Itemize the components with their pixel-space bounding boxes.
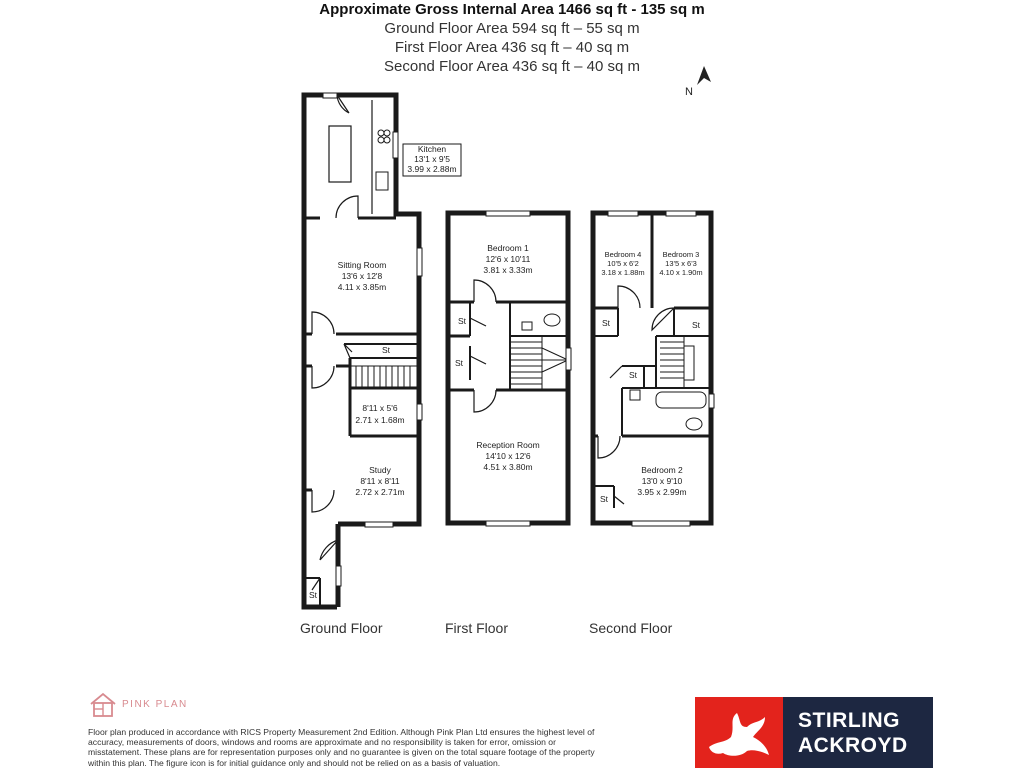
reception-room-name: Reception Room	[476, 440, 540, 450]
study-name: Study	[369, 465, 391, 475]
utility-metric: 2.71 x 1.68m	[355, 415, 405, 425]
bedroom4-metric: 3.18 x 1.88m	[601, 268, 645, 277]
bedroom1-name: Bedroom 1	[487, 243, 529, 253]
sitting-room-name: Sitting Room	[337, 260, 387, 270]
second-floor-area: Second Floor Area 436 sq ft – 40 sq m	[384, 58, 640, 75]
porch-store-label: St	[308, 590, 318, 600]
disclaimer-text: Floor plan produced in accordance with RICS Property Measurement 2nd Edition. Although Pink Plan Ltd ensures the highest level of accuracy, measurements of doors, windows and rooms are approximate and no responsibility is taken for error, omission or misstatement. These plans are for representation purposes only and no guarantee is given on the total square footage of the property within this plan. The figure icon is for initial guidance only and should not be relied on as a basis of valuation.	[88, 727, 595, 768]
second-store-label-1: St	[601, 318, 611, 328]
second-store-label-3: St	[628, 370, 638, 380]
reception-room-imperial: 14'10 x 12'6	[485, 451, 531, 461]
bedroom3-imperial: 13'5 x 6'3	[665, 259, 697, 268]
sitting-room-imperial: 13'6 x 12'8	[341, 271, 383, 281]
second-floor-label: Second Floor	[589, 620, 673, 636]
ground-floor-label: Ground Floor	[300, 620, 383, 636]
sitting-room-metric: 4.11 x 3.85m	[337, 282, 387, 292]
dragon-logo-icon	[695, 697, 783, 768]
reception-room-metric: 4.51 x 3.80m	[483, 462, 533, 472]
stirling-ackroyd-logo	[695, 697, 933, 768]
ground-floor-area: Ground Floor Area 594 sq ft – 55 sq m	[384, 20, 640, 37]
utility-imperial: 8'11 x 5'6	[362, 403, 398, 413]
compass-north-label: N	[685, 86, 693, 98]
brand-line1: STIRLING	[798, 708, 900, 732]
kitchen-metric: 3.99 x 2.88m	[407, 164, 457, 174]
bedroom2-imperial: 13'0 x 9'10	[641, 476, 683, 486]
kitchen-name: Kitchen	[417, 144, 447, 154]
first-store-label-2: St	[454, 358, 464, 368]
bedroom2-name: Bedroom 2	[641, 465, 683, 475]
bedroom4-imperial: 10'5 x 6'2	[607, 259, 639, 268]
first-floor-label: First Floor	[445, 620, 508, 636]
kitchen-imperial: 13'1 x 9'5	[414, 154, 450, 164]
first-floor-area: First Floor Area 436 sq ft – 40 sq m	[394, 39, 630, 56]
first-store-label-1: St	[457, 316, 467, 326]
study-imperial: 8'11 x 8'11	[360, 476, 400, 486]
pink-plan-logo-icon	[88, 692, 118, 718]
bedroom1-imperial: 12'6 x 10'11	[485, 254, 531, 264]
brand-line2: ACKROYD	[798, 733, 908, 757]
compass-arrow-icon	[697, 66, 711, 85]
bedroom4-name: Bedroom 4	[604, 250, 642, 259]
ground-store-label: St	[381, 345, 391, 355]
second-store-label-2: St	[691, 320, 701, 330]
bedroom2-metric: 3.95 x 2.99m	[637, 487, 687, 497]
pink-plan-name: PINK PLAN	[122, 699, 188, 710]
bedroom1-metric: 3.81 x 3.33m	[483, 265, 533, 275]
second-store-label-4: St	[599, 494, 609, 504]
gross-area-title: Approximate Gross Internal Area 1466 sq ft - 135 sq m	[319, 1, 705, 18]
bedroom3-name: Bedroom 3	[662, 250, 700, 259]
study-metric: 2.72 x 2.71m	[355, 487, 405, 497]
bedroom3-metric: 4.10 x 1.90m	[659, 268, 703, 277]
